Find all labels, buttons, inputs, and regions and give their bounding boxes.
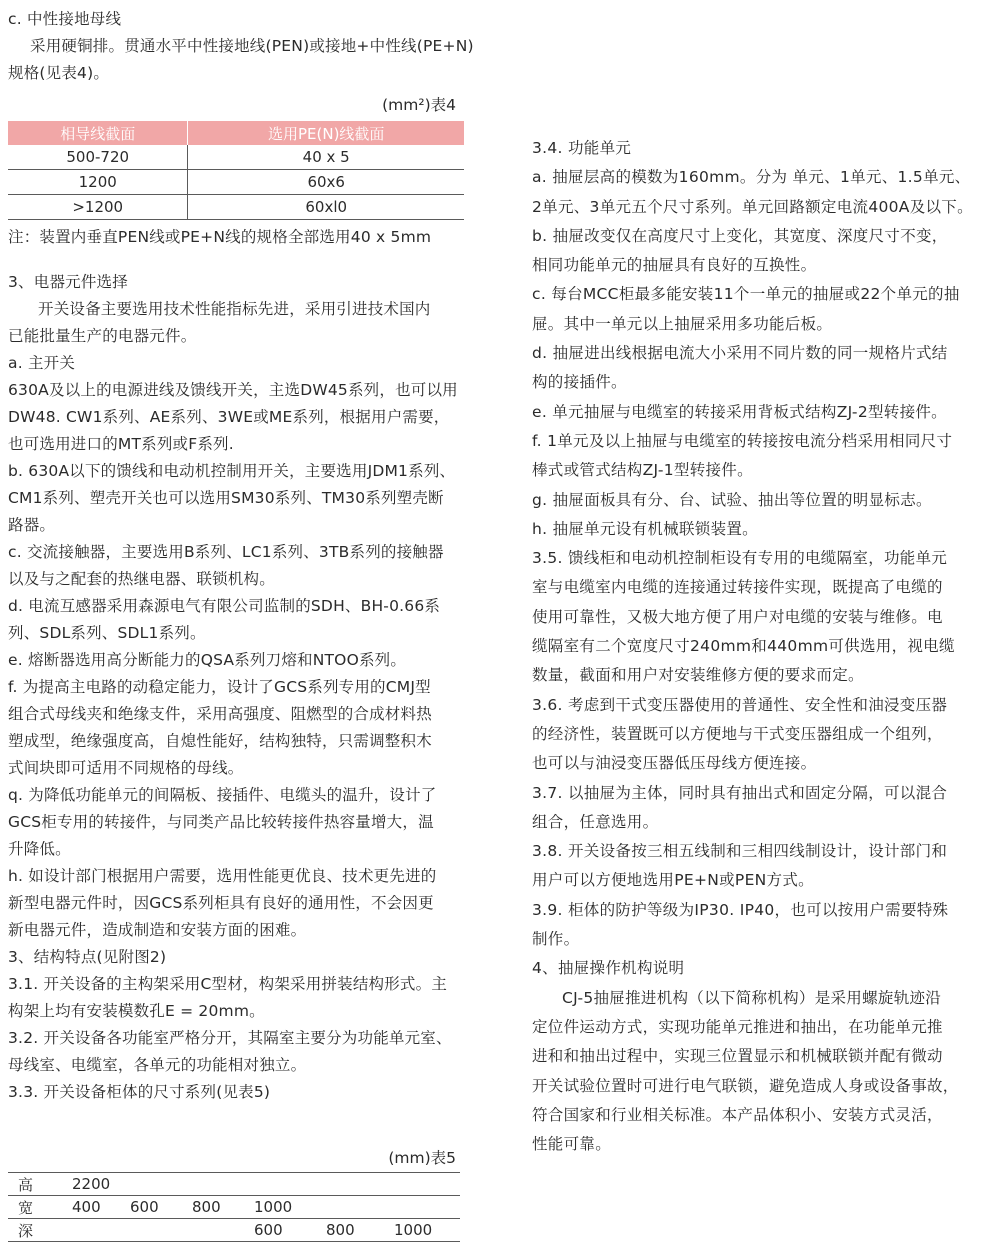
text-line: 3.1. 开关设备的主构架采用C型材，构架采用拼装结构形式。主 bbox=[8, 975, 448, 993]
table-cell bbox=[192, 1173, 254, 1196]
text-line: 开关设备主要选用技术性能指标先进，采用引进技术国内 bbox=[38, 300, 431, 318]
text-line: f. 1单元及以上抽屉与电缆室的转接按电流分档采用相同尺寸 bbox=[532, 431, 953, 450]
table-cell bbox=[130, 1219, 192, 1242]
text-line: 性能可靠。 bbox=[532, 1135, 612, 1154]
text-line: 也可以与油浸变压器低压母线方便连接。 bbox=[532, 754, 817, 773]
paragraph: 采用硬铜排。贯通水平中性接地线(PEN)或接地+中性线(PE+N) bbox=[30, 37, 474, 55]
table-cell bbox=[394, 1196, 460, 1219]
text-line: DW48. CW1系列、AE系列、3WE或ME系列，根据用户需要， bbox=[8, 408, 450, 426]
text-line: 3.4. 功能单元 bbox=[532, 139, 632, 157]
table-row bbox=[8, 170, 464, 195]
table-cell: 800 bbox=[326, 1221, 355, 1239]
text-line: 的经济性，装置既可以方便地与干式变压器组成一个组列， bbox=[532, 724, 943, 743]
text-line: 新型电器元件时，因GCS系列柜具有良好的通用性，不会因更 bbox=[8, 894, 434, 912]
table4 bbox=[8, 121, 464, 220]
table4-caption: (mm²)表4 bbox=[382, 96, 456, 114]
table-cell: 深 bbox=[18, 1221, 34, 1240]
table-row bbox=[8, 1173, 460, 1196]
text-line: 3.7. 以抽屉为主体，同时具有抽出式和固定分隔，可以混合 bbox=[532, 783, 948, 802]
text-line: GCS柜专用的转接件，与同类产品比较转接件热容量增大，温 bbox=[8, 813, 434, 831]
text-line: 定位件运动方式，实现功能单元推进和抽出，在功能单元推 bbox=[532, 1017, 943, 1036]
text-line: h. 如设计部门根据用户需要，选用性能更优良、技术更先进的 bbox=[8, 867, 437, 885]
text-line: 构架上均有安装模数孔E = 20mm。 bbox=[8, 1002, 265, 1020]
text-line: 3.5. 馈线柜和电动机控制柜设有专用的电缆隔室，功能单元 bbox=[532, 549, 948, 568]
text-line: 以及与之配套的热继电器、联锁机构。 bbox=[8, 570, 275, 588]
table-row bbox=[8, 1196, 460, 1219]
text-line: b. 抽屉改变仅在高度尺寸上变化，其宽度、深度尺寸不变， bbox=[532, 226, 948, 245]
text-line: 3.6. 考虑到干式变压器使用的普通性、安全性和油浸变压器 bbox=[532, 695, 948, 714]
table5-caption: (mm)表5 bbox=[388, 1149, 456, 1167]
table-cell: 800 bbox=[192, 1198, 221, 1216]
text-line: 数量，截面和用户对安装维修方便的要求而定。 bbox=[532, 666, 864, 685]
text-line: 用户可以方便地选用PE+N或PEN方式。 bbox=[532, 871, 814, 890]
table-row bbox=[8, 195, 464, 220]
text-line: q. 为降低功能单元的间隔板、接插件、电缆头的温升，设计了 bbox=[8, 786, 437, 804]
section-heading: c. 中性接地母线 bbox=[8, 10, 122, 28]
text-line: 630A及以上的电源进线及馈线开关，主选DW45系列，也可以用 bbox=[8, 381, 458, 399]
text-line: 使用可靠性，又极大地方便了用户对电缆的安装与维修。电 bbox=[532, 607, 943, 626]
text-line: 已能批量生产的电器元件。 bbox=[8, 327, 197, 345]
table-cell: 60xl0 bbox=[188, 195, 464, 220]
table-row bbox=[8, 1219, 460, 1242]
text-line: c. 每台MCC柜最多能安装11个一单元的抽屉或22个单元的抽 bbox=[532, 285, 960, 304]
table-cell: 500-720 bbox=[8, 145, 188, 170]
text-line: 构的接插件。 bbox=[532, 373, 627, 392]
left-body-text bbox=[8, 269, 500, 1106]
text-line: 升降低。 bbox=[8, 840, 71, 858]
text-line: 3.8. 开关设备按三相五线制和三相四线制设计，设计部门和 bbox=[532, 842, 948, 861]
table-cell: 600 bbox=[254, 1221, 283, 1239]
table-cell: 1000 bbox=[394, 1221, 433, 1239]
table-cell: 1200 bbox=[8, 170, 188, 195]
text-line: 路器。 bbox=[8, 516, 56, 534]
text-line: 符合国家和行业相关标准。本产品体积小、安装方式灵活， bbox=[532, 1105, 943, 1124]
table-row bbox=[8, 145, 464, 170]
text-line: 棒式或管式结构ZJ-1型转接件。 bbox=[532, 461, 753, 480]
text-line: d. 电流互感器采用森源电气有限公司监制的SDH、BH-0.66系 bbox=[8, 597, 441, 615]
table-cell bbox=[394, 1173, 460, 1196]
text-line: a. 抽屉层高的模数为160mm。分为 单元、1单元、1.5单元、 bbox=[532, 168, 971, 187]
text-line: 4、抽屉操作机构说明 bbox=[532, 959, 685, 978]
table-cell: 2200 bbox=[72, 1175, 111, 1193]
table-cell bbox=[326, 1196, 394, 1219]
text-line: 开关试验位置时可进行电气联锁，避免造成人身或设备事故， bbox=[532, 1076, 959, 1095]
table4-header: 相导线截面 bbox=[8, 121, 188, 145]
left-column bbox=[8, 6, 500, 1242]
text-line: d. 抽屉进出线根据电流大小采用不同片数的同一规格片式结 bbox=[532, 344, 948, 363]
right-body-text bbox=[532, 134, 1000, 1159]
table-cell: >1200 bbox=[8, 195, 188, 220]
text-line: c. 交流接触器，主要选用B系列、LC1系列、3TB系列的接触器 bbox=[8, 543, 444, 561]
table-cell bbox=[326, 1173, 394, 1196]
text-line: 塑成型，绝缘强度高，自熄性能好，结构独特，只需调整积木 bbox=[8, 732, 432, 750]
text-line: g. 抽屉面板具有分、台、试验、抽出等位置的明显标志。 bbox=[532, 490, 932, 509]
table-cell: 高 bbox=[18, 1175, 34, 1194]
text-line: 3.9. 柜体的防护等级为IP30. IP40，也可以按用户需要特殊 bbox=[532, 900, 949, 919]
table-cell bbox=[72, 1219, 130, 1242]
text-line: 制作。 bbox=[532, 930, 580, 949]
text-line: 组合，任意选用。 bbox=[532, 812, 659, 831]
text-line: 进和和抽出过程中，实现三位置显示和机械联锁并配有微动 bbox=[532, 1047, 943, 1066]
text-line: 也可选用进口的MT系列或F系列. bbox=[8, 435, 234, 453]
text-line: 2单元、3单元五个尺寸系列。单元回路额定电流400A及以下。 bbox=[532, 197, 973, 216]
text-line: 室与电缆室内电缆的连接通过转接件实现，既提高了电缆的 bbox=[532, 578, 943, 597]
text-line: 3、结构特点(见附图2) bbox=[8, 948, 167, 966]
text-line: 3.3. 开关设备柜体的尺寸系列(见表5) bbox=[8, 1083, 271, 1101]
right-column bbox=[532, 134, 1000, 1159]
table-cell: 60x6 bbox=[188, 170, 464, 195]
text-line: 相同功能单元的抽屉具有良好的互换性。 bbox=[532, 256, 817, 275]
text-line: 列、SDL系列、SDL1系列。 bbox=[8, 624, 206, 642]
table-cell: 600 bbox=[130, 1198, 159, 1216]
table-cell bbox=[192, 1219, 254, 1242]
text-line: 屉。其中一单元以上抽屉采用多功能后板。 bbox=[532, 314, 833, 333]
table-cell: 1000 bbox=[254, 1198, 293, 1216]
text-line: h. 抽屉单元设有机械联锁装置。 bbox=[532, 519, 758, 538]
text-line: CM1系列、塑壳开关也可以选用SM30系列、TM30系列塑壳断 bbox=[8, 489, 444, 507]
text-line: 缆隔室有二个宽度尺寸240mm和440mm可供选用，视电缆 bbox=[532, 637, 955, 656]
table-cell bbox=[130, 1173, 192, 1196]
text-line: CJ-5抽屉推进机构（以下简称机构）是采用螺旋轨迹沿 bbox=[562, 988, 942, 1007]
paragraph: 规格(见表4)。 bbox=[8, 64, 110, 82]
table-cell: 宽 bbox=[18, 1198, 34, 1217]
text-line: f. 为提高主电路的动稳定能力，设计了GCS系列专用的CMJ型 bbox=[8, 678, 431, 696]
text-line: 母线室、电缆室，各单元的功能相对独立。 bbox=[8, 1056, 307, 1074]
text-line: e. 熔断器选用高分断能力的QSA系列刀熔和NTOO系列。 bbox=[8, 651, 407, 669]
text-line: a. 主开关 bbox=[8, 354, 76, 372]
text-line: 组合式母线夹和绝缘支件，采用高强度、阻燃型的合成材料热 bbox=[8, 705, 432, 723]
text-line: e. 单元抽屉与电缆室的转接采用背板式结构ZJ-2型转接件。 bbox=[532, 402, 947, 421]
text-line: 式间块即可适用不同规格的母线。 bbox=[8, 759, 244, 777]
table-cell bbox=[254, 1173, 326, 1196]
text-line: 3、电器元件选择 bbox=[8, 273, 128, 291]
table-cell: 40 x 5 bbox=[188, 145, 464, 170]
text-line: 新电器元件，造成制造和安装方面的困难。 bbox=[8, 921, 307, 939]
text-line: 3.2. 开关设备各功能室严格分开，其隔室主要分为功能单元室、 bbox=[8, 1029, 452, 1047]
table4-note: 注：装置内垂直PEN线或PE+N线的规格全部选用40 x 5mm bbox=[8, 228, 432, 246]
table5 bbox=[8, 1172, 460, 1242]
table-cell: 400 bbox=[72, 1198, 101, 1216]
table4-header: 选用PE(N)线截面 bbox=[188, 121, 464, 145]
text-line: b. 630A以下的馈线和电动机控制用开关，主要选用JDM1系列、 bbox=[8, 462, 456, 480]
